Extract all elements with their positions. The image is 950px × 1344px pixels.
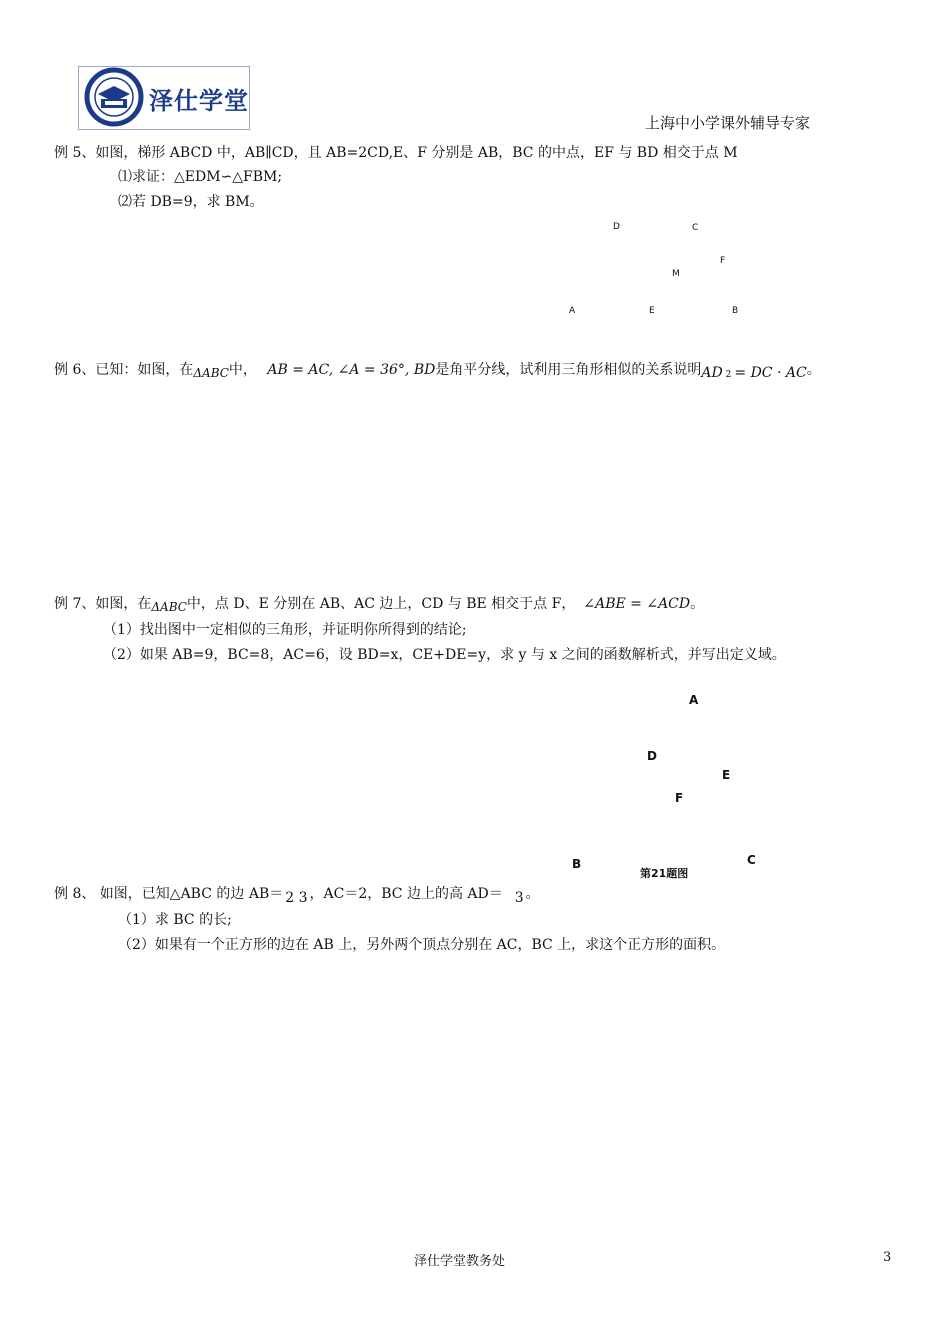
- school-logo: [78, 66, 250, 130]
- ex7-triangle: ΔABC: [151, 600, 187, 614]
- ex6-zhong: 中，: [228, 362, 257, 378]
- ex8-middle: ，AC＝2，BC 边上的高 AD＝: [309, 886, 503, 902]
- ex5-label-c: C: [692, 223, 699, 233]
- ex6-rel-b: = DC · AC: [734, 365, 807, 381]
- ex7-label-c: C: [747, 853, 756, 867]
- ex7-middle: 中，点 D、E 分别在 AB、AC 边上，CD 与 BE 相交于点 F，: [186, 596, 576, 612]
- ex5-label-b: B: [732, 306, 739, 316]
- ex5-statement: 例 5、如图，梯形 ABCD 中，AB∥CD，且 AB=2CD,E、F 分别是 AB，BC 的中点，EF 与 BD 相交于点 M: [54, 145, 738, 161]
- ex7-statement: [54, 593, 704, 613]
- ex8-prefix: 例 8、 如图，已知△ABC 的边 AB＝: [54, 886, 284, 902]
- ex5-question-1: ⑴求证：△EDM∽△FBM;: [118, 169, 283, 185]
- ex7-label-e: E: [722, 768, 731, 782]
- ex7-label-a: A: [689, 693, 699, 707]
- logo-text: 泽仕学堂: [149, 87, 249, 115]
- ex6-triangle: ΔABC: [193, 366, 229, 380]
- ex8-end: 。: [525, 886, 540, 902]
- ex7-question-1: （1）找出图中一定相似的三角形，并证明你所得到的结论;: [103, 622, 467, 638]
- ex7-prefix: 例 7、如图，在: [54, 596, 152, 612]
- ex8-statement: [54, 883, 540, 906]
- ex7-question-2: （2）如果 AB=9，BC=8，AC=6，设 BD=x，CE+DE=y，求 y 与 x 之间的函数解析式，并写出定义域。: [103, 647, 786, 663]
- footer-office: 泽仕学堂教务处: [414, 1254, 506, 1269]
- ex6-statement: [54, 359, 821, 379]
- ex6-end: 。: [806, 362, 821, 378]
- ex6-prefix: 例 6、已知：如图，在: [54, 362, 194, 378]
- ex5-label-a: A: [569, 306, 576, 316]
- ex8-ab-value: 2 3: [285, 890, 308, 906]
- ex7-label-b: B: [572, 857, 582, 871]
- school-emblem-icon: [83, 67, 145, 127]
- page-number: 3: [883, 1250, 892, 1265]
- header-tagline: 上海中小学课外辅导专家: [645, 114, 811, 132]
- ex6-middle: 是角平分线，试利用三角形相似的关系说明: [435, 362, 702, 378]
- ex5-label-f: F: [720, 256, 726, 266]
- ex8-ad-value: 3: [514, 890, 524, 906]
- ex6-rel-exp: 2: [725, 370, 732, 380]
- ex6-condition: AB = AC, ∠A = 36°, BD: [267, 362, 436, 378]
- ex7-label-d: D: [647, 749, 657, 763]
- ex5-label-e: E: [649, 306, 655, 316]
- ex8-question-2: （2）如果有一个正方形的边在 AB 上，另外两个顶点分别在 AC，BC 上，求这个正方形的面积。: [118, 937, 726, 953]
- ex5-label-d: D: [613, 222, 620, 232]
- ex7-label-f: F: [675, 791, 684, 805]
- ex5-label-m: M: [672, 269, 680, 279]
- ex7-end: 。: [690, 596, 705, 612]
- ex7-condition: ∠ABE = ∠ACD: [583, 596, 691, 612]
- ex8-question-1: （1）求 BC 的长;: [118, 912, 232, 928]
- ex5-question-2: ⑵若 DB=9，求 BM。: [118, 194, 264, 210]
- ex6-rel-a: AD: [701, 365, 723, 381]
- ex7-figure-caption: 第21题图: [640, 867, 689, 880]
